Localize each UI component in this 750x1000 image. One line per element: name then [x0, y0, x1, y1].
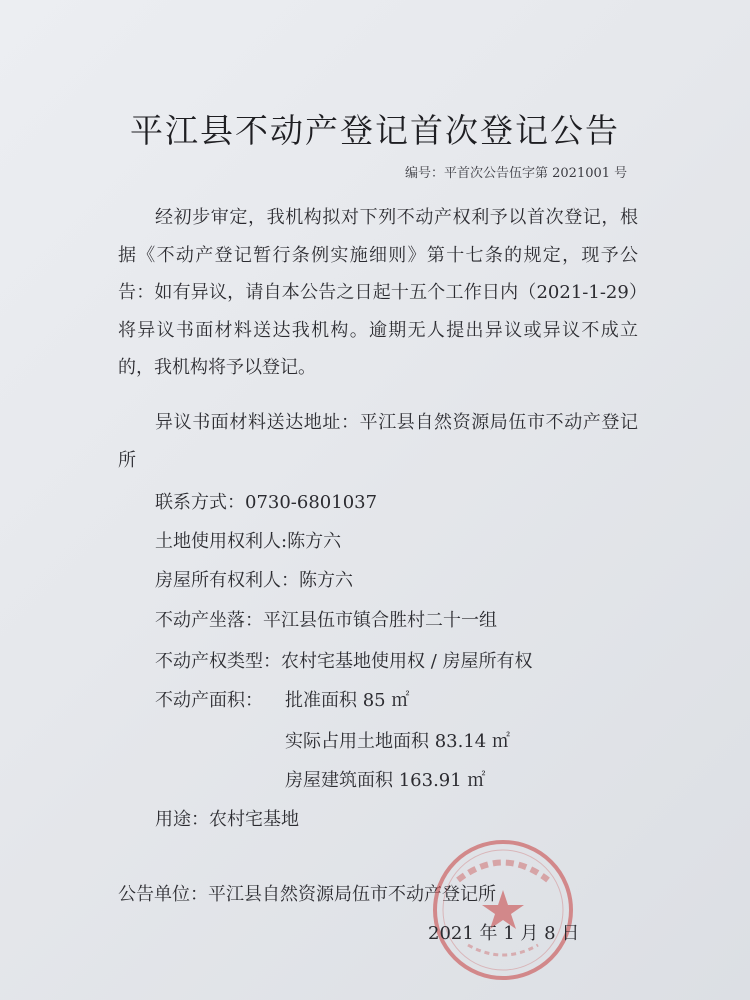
- house-owner-line: 房屋所有权利人：陈方六: [155, 570, 353, 591]
- notice-title: 平江县不动产登记首次登记公告: [130, 111, 620, 150]
- objection-address-paragraph: 异议书面材料送达地址：平江县自然资源局伍市不动产登记所: [118, 412, 638, 471]
- building-area: 房屋建筑面积 163.91 ㎡: [285, 770, 486, 791]
- right-type-line: 不动产权类型：农村宅基地使用权 / 房屋所有权: [155, 651, 533, 672]
- document-number: 编号：平首次公告伍字第 2021001 号: [405, 166, 628, 181]
- area-label: 不动产面积：: [155, 690, 263, 711]
- notice-date: 2021 年 1 月 8 日: [428, 923, 580, 944]
- approved-area: 批准面积 85 ㎡: [285, 690, 410, 711]
- issuer-line: 公告单位：平江县自然资源局伍市不动产登记所: [118, 884, 496, 905]
- occupied-land-area: 实际占用土地面积 83.14 ㎡: [285, 731, 510, 752]
- land-owner-line: 土地使用权利人:陈方六: [155, 531, 342, 552]
- location-line: 不动产坐落：平江县伍市镇合胜村二十一组: [155, 610, 497, 631]
- contact-line: 联系方式：0730-6801037: [155, 492, 378, 513]
- notice-paragraph: 经初步审定，我机构拟对下列不动产权利予以首次登记，根据《不动产登记暂行条例实施细则》第十七条的规定，现予公告：如有异议，请自本公告之日起十五个工作日内（2021-1-29）将异议书面材料送达我机构。逾期无人提出异议或异议不成立的，我机构将予以登记。: [118, 207, 638, 378]
- usage-line: 用途：农村宅基地: [155, 809, 299, 830]
- official-seal-stamp: [428, 835, 578, 985]
